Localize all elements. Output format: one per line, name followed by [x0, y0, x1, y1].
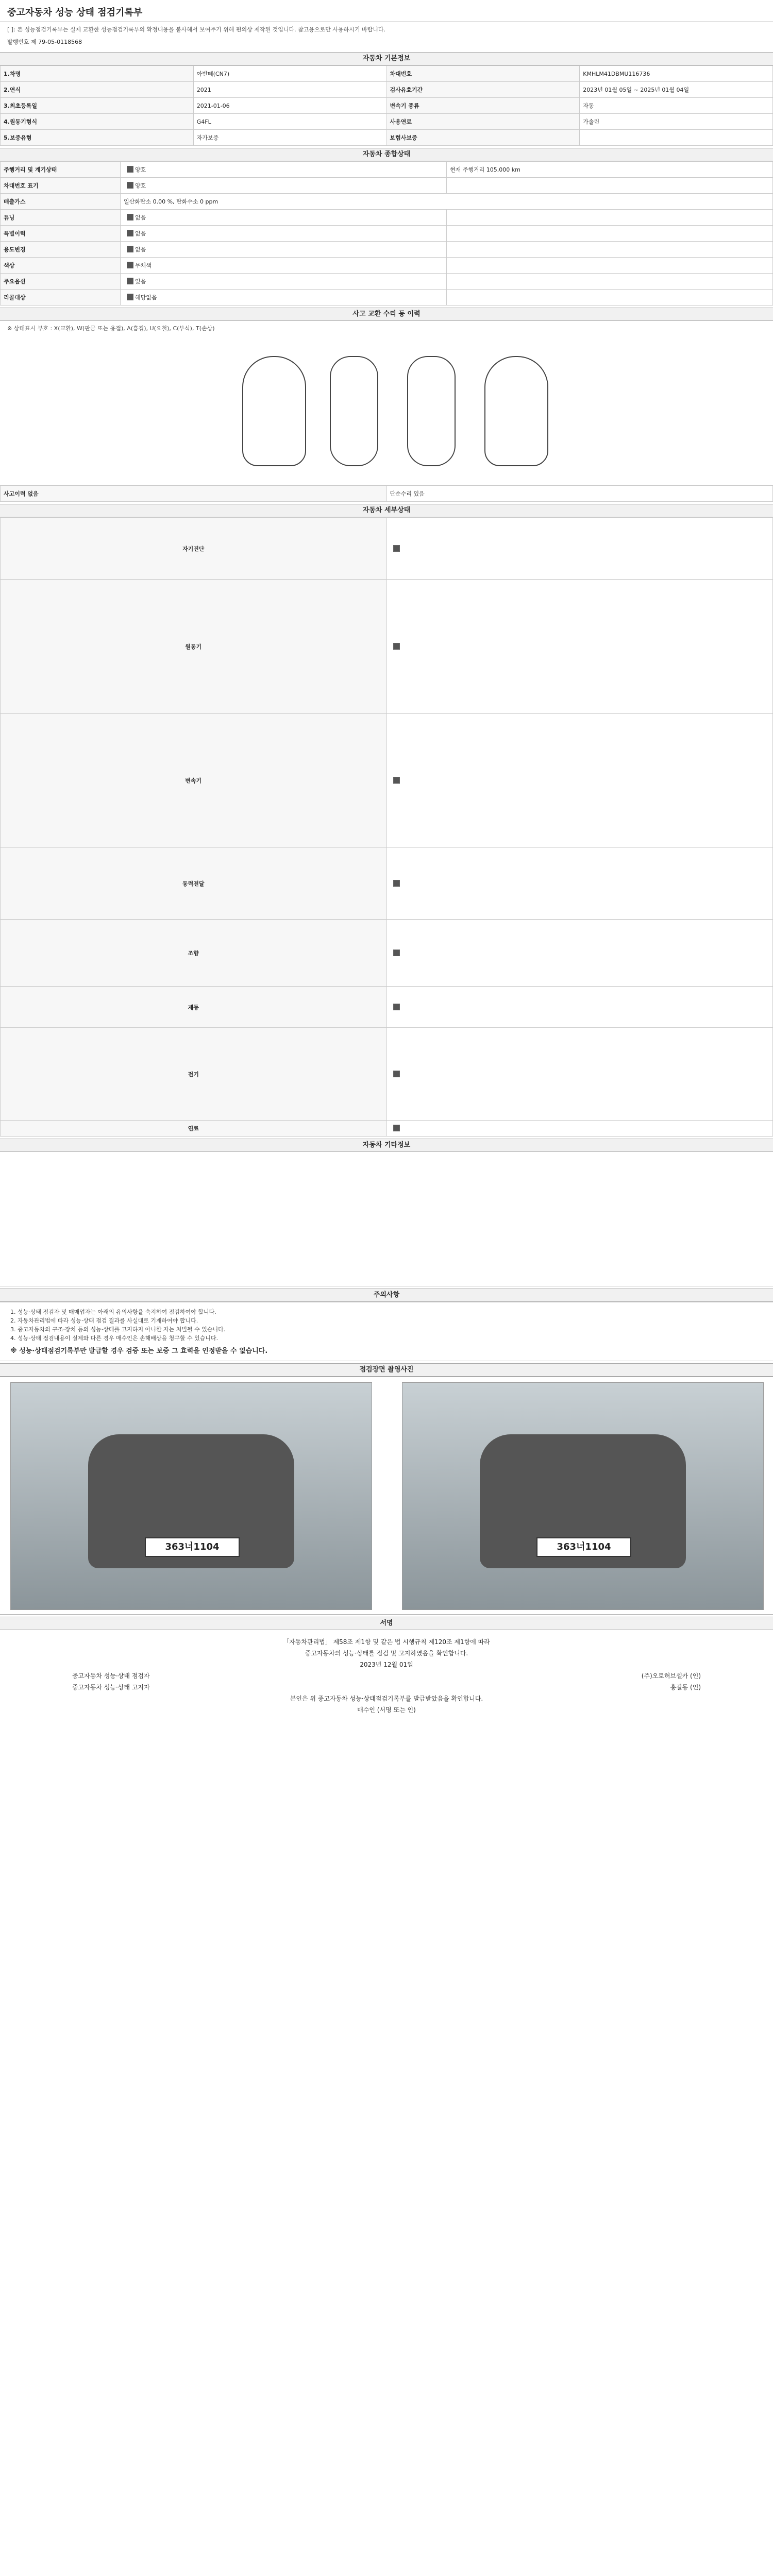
other-info-block [0, 1152, 773, 1286]
table-row [1, 1028, 773, 1121]
table-row [1, 194, 773, 210]
inspection-photo-rear [402, 1382, 764, 1610]
inspector-name: (주)오토허브셀카 (인) [641, 1672, 701, 1680]
value-cell [386, 518, 773, 580]
dealer-row [10, 1682, 763, 1693]
checkbox-icon [127, 262, 133, 268]
table-row [1, 226, 773, 242]
status-text: 없음 [135, 230, 146, 237]
table-row [1, 114, 773, 130]
value-cell [121, 162, 447, 178]
value-cell: 일산화탄소 0.00 %, 탄화수소 0 ppm [121, 194, 773, 210]
inspection-photo-front [10, 1382, 372, 1610]
label-cell: 제동 [1, 987, 387, 1028]
label-cell: 주행거리 및 계기상태 [1, 162, 121, 178]
cert-label: 발행번호 제 [7, 39, 37, 45]
value-cell [121, 258, 447, 274]
value-cell: 2021-01-06 [193, 98, 386, 114]
value-cell [580, 130, 773, 146]
sign-line: 「자동차관리법」 제58조 제1항 및 같은 법 시행규칙 제120조 제1항에 따라 [283, 1638, 490, 1646]
label-cell: 배출가스 [1, 194, 121, 210]
value-cell [121, 242, 447, 258]
basic-info-table [0, 65, 773, 146]
label-cell: 차대번호 [386, 66, 580, 82]
checkbox-icon [127, 294, 133, 300]
label-cell: 전기 [1, 1028, 387, 1121]
value-cell [121, 226, 447, 242]
section-damage: 사고 교환 수리 등 이력 [0, 308, 773, 321]
status-text: 없음 [135, 246, 146, 253]
checkbox-icon [127, 182, 133, 189]
car-top-icon [330, 356, 378, 466]
checkbox-icon [393, 950, 400, 956]
label-cell: 3.최초등록일 [1, 98, 194, 114]
checkbox-icon [393, 643, 400, 650]
label-cell: 사용연료 [386, 114, 580, 130]
label-cell: 조향 [1, 920, 387, 987]
notes-box [0, 1302, 773, 1361]
value-cell: 자가보증 [193, 130, 386, 146]
photos-area [0, 1377, 773, 1615]
value-cell [447, 226, 773, 242]
notice-text: [ ]: 본 성능점검기록부는 실제 교환한 성능점검기록부의 확정내용을 붙사해서 보여주기 위해 편의상 제작된 것입니다. 참고용으로만 사용하시기 바랍니다. [7, 26, 386, 33]
label-cell: 변속기 종류 [386, 98, 580, 114]
label-cell: 리콜대상 [1, 290, 121, 306]
label-cell: 색상 [1, 258, 121, 274]
value-cell [386, 580, 773, 714]
table-row [1, 82, 773, 98]
label-cell: 원동기 [1, 580, 387, 714]
checkbox-icon [393, 880, 400, 887]
value-cell [121, 178, 447, 194]
sign-date: 2023년 12월 01일 [360, 1661, 413, 1668]
checkbox-icon [393, 777, 400, 784]
label-cell: 보험사보증 [386, 130, 580, 146]
table-row [1, 290, 773, 306]
table-row [1, 1121, 773, 1137]
checkbox-icon [127, 166, 133, 173]
dealer-label: 중고자동차 성능·상태 고지자 [72, 1684, 150, 1691]
section-photos: 점검장면 촬영사진 [0, 1363, 773, 1377]
value-cell [447, 210, 773, 226]
table-row [1, 162, 773, 178]
checkbox-icon [393, 1071, 400, 1077]
value-cell: 2021 [193, 82, 386, 98]
status-text: 없음 [135, 214, 146, 221]
value-cell: KMHLM41DBMU116736 [580, 66, 773, 82]
label-cell: 1.차명 [1, 66, 194, 82]
checkbox-icon [127, 278, 133, 284]
value-cell [386, 714, 773, 848]
value-cell [121, 210, 447, 226]
table-row [1, 98, 773, 114]
section-detail: 자동차 세부상태 [0, 504, 773, 517]
value-cell [386, 1121, 773, 1137]
checkbox-icon [393, 545, 400, 552]
consent-text: 본인은 위 중고자동차 성능·상태점검기록부를 발급받았음을 확인합니다. [290, 1695, 483, 1702]
note-line: 4. 성능·상태 점검내용이 실제와 다른 경우 매수인은 손해배상을 청구할 수 있습니다. [10, 1335, 219, 1342]
section-general: 자동차 종합상태 [0, 148, 773, 161]
table-row [1, 274, 773, 290]
table-row [1, 66, 773, 82]
label-cell: 특별이력 [1, 226, 121, 242]
status-text: 해당없음 [135, 294, 157, 301]
license-plate: 363너1104 [536, 1537, 631, 1557]
car-left-icon [242, 356, 306, 466]
dealer-name: 홍길동 (인) [670, 1684, 701, 1691]
damage-legend: ※ 상태표시 부호 : X(교환), W(판금 또는 용접), A(흠집), U(요철), C(부식), T(손상) [7, 325, 215, 332]
checkbox-icon [393, 1125, 400, 1131]
value-cell [447, 178, 773, 194]
table-row [1, 486, 773, 502]
value-cell: 가솔린 [580, 114, 773, 130]
value-cell [121, 290, 447, 306]
document-title: 중고자동차 성능 상태 점검기록부 [0, 0, 773, 22]
general-status-table [0, 161, 773, 306]
table-row [1, 714, 773, 848]
car-right-icon [484, 356, 548, 466]
table-row [1, 130, 773, 146]
label-cell: 5.보증유형 [1, 130, 194, 146]
note-line: 1. 성능·상태 점검자 및 매매업자는 아래의 유의사항을 숙지하여 점검하여야 합니다. [10, 1309, 216, 1315]
value-cell [447, 290, 773, 306]
table-row [1, 920, 773, 987]
status-text: 양호 [135, 166, 146, 173]
value-cell [386, 920, 773, 987]
value-cell: 단순수리 있음 [386, 486, 773, 502]
sign-line: 중고자동차의 성능·상태를 점검 및 고지하였음을 확인합니다. [305, 1650, 468, 1657]
value-cell [447, 258, 773, 274]
status-text: 무채색 [135, 262, 152, 269]
label-cell: 4.원동기형식 [1, 114, 194, 130]
status-text: 양호 [135, 182, 146, 189]
cert-value: 79-05-0118568 [38, 39, 82, 45]
value-cell: 자동 [580, 98, 773, 114]
label-cell: 자기진단 [1, 518, 387, 580]
table-row [1, 210, 773, 226]
buyer-sign: 매수인 (서명 또는 인) [357, 1706, 416, 1714]
section-notes: 주의사항 [0, 1289, 773, 1302]
value-cell [121, 274, 447, 290]
value-cell [447, 274, 773, 290]
table-row [1, 848, 773, 920]
table-row [1, 258, 773, 274]
note-line: 3. 중고자동차의 구조·장치 등의 성능·상태를 고지하지 아니한 자는 처벌될 수 있습니다. [10, 1326, 226, 1333]
label-cell: 차대번호 표기 [1, 178, 121, 194]
checkbox-icon [127, 230, 133, 236]
detail-status-table [0, 517, 773, 1137]
value-cell [447, 242, 773, 258]
inspector-row [10, 1670, 763, 1682]
table-row [1, 178, 773, 194]
value-cell [386, 848, 773, 920]
label-cell: 사고이력 없음 [1, 486, 387, 502]
section-basic: 자동차 기본정보 [0, 52, 773, 65]
table-row [1, 518, 773, 580]
checkbox-icon [127, 246, 133, 252]
car-diagram [0, 335, 773, 485]
value-cell [386, 1028, 773, 1121]
value-cell: 아반떼(CN7) [193, 66, 386, 82]
label-cell: 변속기 [1, 714, 387, 848]
inspector-label: 중고자동차 성능·상태 점검자 [72, 1672, 150, 1680]
table-row [1, 580, 773, 714]
note-line: 2. 자동차관리법에 따라 성능·상태 점검 결과를 사실대로 기재하여야 합니다. [10, 1317, 198, 1324]
value-cell: 2023년 01월 05일 ~ 2025년 01월 04일 [580, 82, 773, 98]
car-bottom-icon [407, 356, 456, 466]
license-plate: 363너1104 [145, 1537, 240, 1557]
section-other: 자동차 기타정보 [0, 1139, 773, 1152]
label-cell: 검사유효기간 [386, 82, 580, 98]
table-row [1, 987, 773, 1028]
label-cell: 연료 [1, 1121, 387, 1137]
label-cell: 튜닝 [1, 210, 121, 226]
checkbox-icon [393, 1004, 400, 1010]
label-cell: 동력전달 [1, 848, 387, 920]
value-cell: 현재 주행거리 105,000 km [447, 162, 773, 178]
label-cell: 2.연식 [1, 82, 194, 98]
signature-block [0, 1630, 773, 1722]
status-text: 있음 [135, 278, 146, 285]
value-cell [386, 987, 773, 1028]
cert-number [0, 37, 773, 50]
damage-summary-table [0, 485, 773, 502]
table-row [1, 242, 773, 258]
notes-warning: ※ 성능·상태점검기록부만 발급할 경우 검증 또는 보증 그 효력을 인정받을 수 없습니다. [10, 1347, 268, 1355]
checkbox-icon [127, 214, 133, 221]
value-cell: G4FL [193, 114, 386, 130]
section-sign: 서명 [0, 1617, 773, 1630]
label-cell: 용도변경 [1, 242, 121, 258]
label-cell: 주요옵션 [1, 274, 121, 290]
